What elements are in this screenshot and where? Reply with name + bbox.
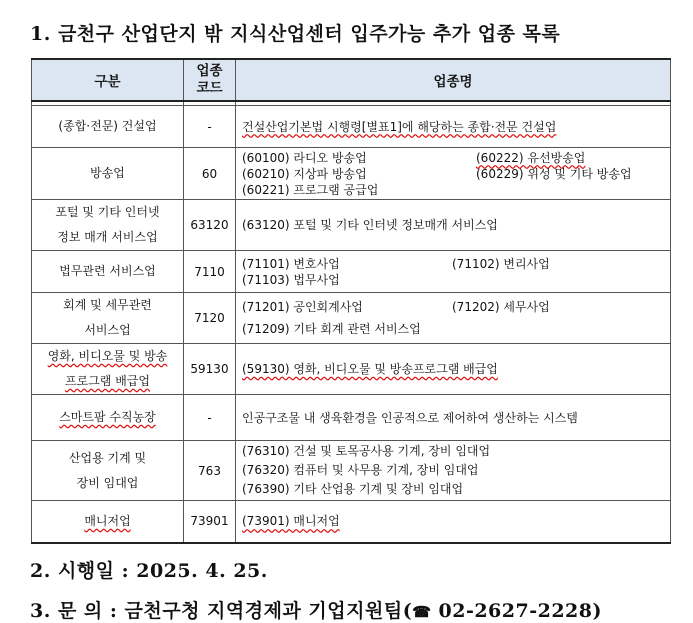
- row-code: -: [184, 395, 236, 441]
- table-row: [32, 501, 671, 543]
- table-row: [32, 293, 671, 344]
- industry-table: [31, 58, 671, 544]
- row-code: 59130: [184, 344, 236, 395]
- table-row: [32, 441, 671, 501]
- document-title: 1. 금천구 산업단지 밖 지식산업센터 입주가능 추가 업종 목록: [30, 23, 561, 45]
- row-desc: (60222) 유선방송업: [476, 150, 586, 165]
- inquiry-phone: 02-2627-2228): [431, 600, 602, 622]
- header-category: 구분: [32, 59, 184, 101]
- row-desc: (71202) 세무사업: [452, 300, 550, 314]
- row-desc: 건설산업기본법 시행령[별표1]에 해당하는 종합·전문 건설업: [242, 119, 557, 134]
- row-category: 방송업: [32, 148, 184, 200]
- row-desc: (60100) 라디오 방송업: [242, 150, 367, 165]
- row-category: 매니저업: [84, 513, 131, 528]
- row-desc: (71209) 기타 회계 관련 서비스업: [242, 322, 421, 336]
- row-desc: (71102) 변리사업: [452, 256, 550, 271]
- row-code: 60: [184, 148, 236, 200]
- row-desc: 인공구조물 내 생육환경을 인공적으로 제어하여 생산하는 시스템: [236, 395, 671, 441]
- table-row: [32, 200, 671, 251]
- row-category: 정보 매개 서비스업: [57, 230, 158, 244]
- telephone-icon: ☎: [412, 603, 432, 621]
- inquiry-line: [30, 596, 602, 623]
- row-code: 7110: [184, 251, 236, 293]
- table-header-row: [32, 59, 671, 101]
- row-category: 프로그램 배급업: [65, 374, 150, 388]
- row-category: 스마트팜 수직농장: [59, 410, 156, 424]
- row-category: 포털 및 기타 인터넷: [55, 205, 160, 219]
- header-name: 업종명: [236, 59, 671, 101]
- row-code: 763: [184, 441, 236, 501]
- row-desc: (63120) 포털 및 기타 인터넷 정보매개 서비스업: [236, 200, 671, 251]
- row-category: 서비스업: [84, 323, 131, 337]
- row-desc: (59130) 영화, 비디오물 및 방송프로그램 배급업: [242, 362, 498, 376]
- row-desc: (73901) 매니저업: [242, 514, 340, 529]
- row-desc: (71201) 공인회계사업: [242, 300, 363, 314]
- table-row: [32, 148, 671, 200]
- row-category: 장비 임대업: [76, 475, 139, 490]
- row-desc: (60229) 위성 및 기타 방송업: [476, 166, 632, 181]
- row-category: 산업용 기계 및: [68, 450, 147, 465]
- row-desc: (76310) 건설 및 토목공사용 기계, 장비 임대업: [242, 444, 491, 458]
- table-row: [32, 344, 671, 395]
- row-category: 회계 및 세무관련: [63, 298, 152, 312]
- row-code: 63120: [184, 200, 236, 251]
- table-row: [32, 395, 671, 441]
- row-desc: (60210) 지상파 방송업: [242, 166, 367, 181]
- row-code: 7120: [184, 293, 236, 344]
- row-desc: (60221) 프로그램 공급업: [242, 182, 379, 197]
- row-category: (종합·전문) 건설업: [32, 106, 184, 148]
- row-category: 법무관련 서비스업: [32, 251, 184, 293]
- row-desc: (71103) 법무사업: [242, 272, 340, 287]
- header-code: 업종 코드: [184, 59, 236, 101]
- effective-date: 2. 시행일 : 2025. 4. 25.: [30, 560, 268, 582]
- row-code: 73901: [184, 501, 236, 543]
- row-desc: (71101) 변호사업: [242, 256, 340, 271]
- row-desc: (76390) 기타 산업용 기계 및 장비 임대업: [242, 482, 464, 496]
- table-row: [32, 106, 671, 148]
- table-row: [32, 251, 671, 293]
- row-desc: (76320) 컴퓨터 및 사무용 기계, 장비 임대업: [242, 463, 479, 477]
- inquiry-text: 3. 문 의 : 금천구청 지역경제과 기업지원팀(: [30, 600, 413, 622]
- row-code: -: [184, 106, 236, 148]
- row-category: 영화, 비디오물 및 방송: [47, 349, 168, 363]
